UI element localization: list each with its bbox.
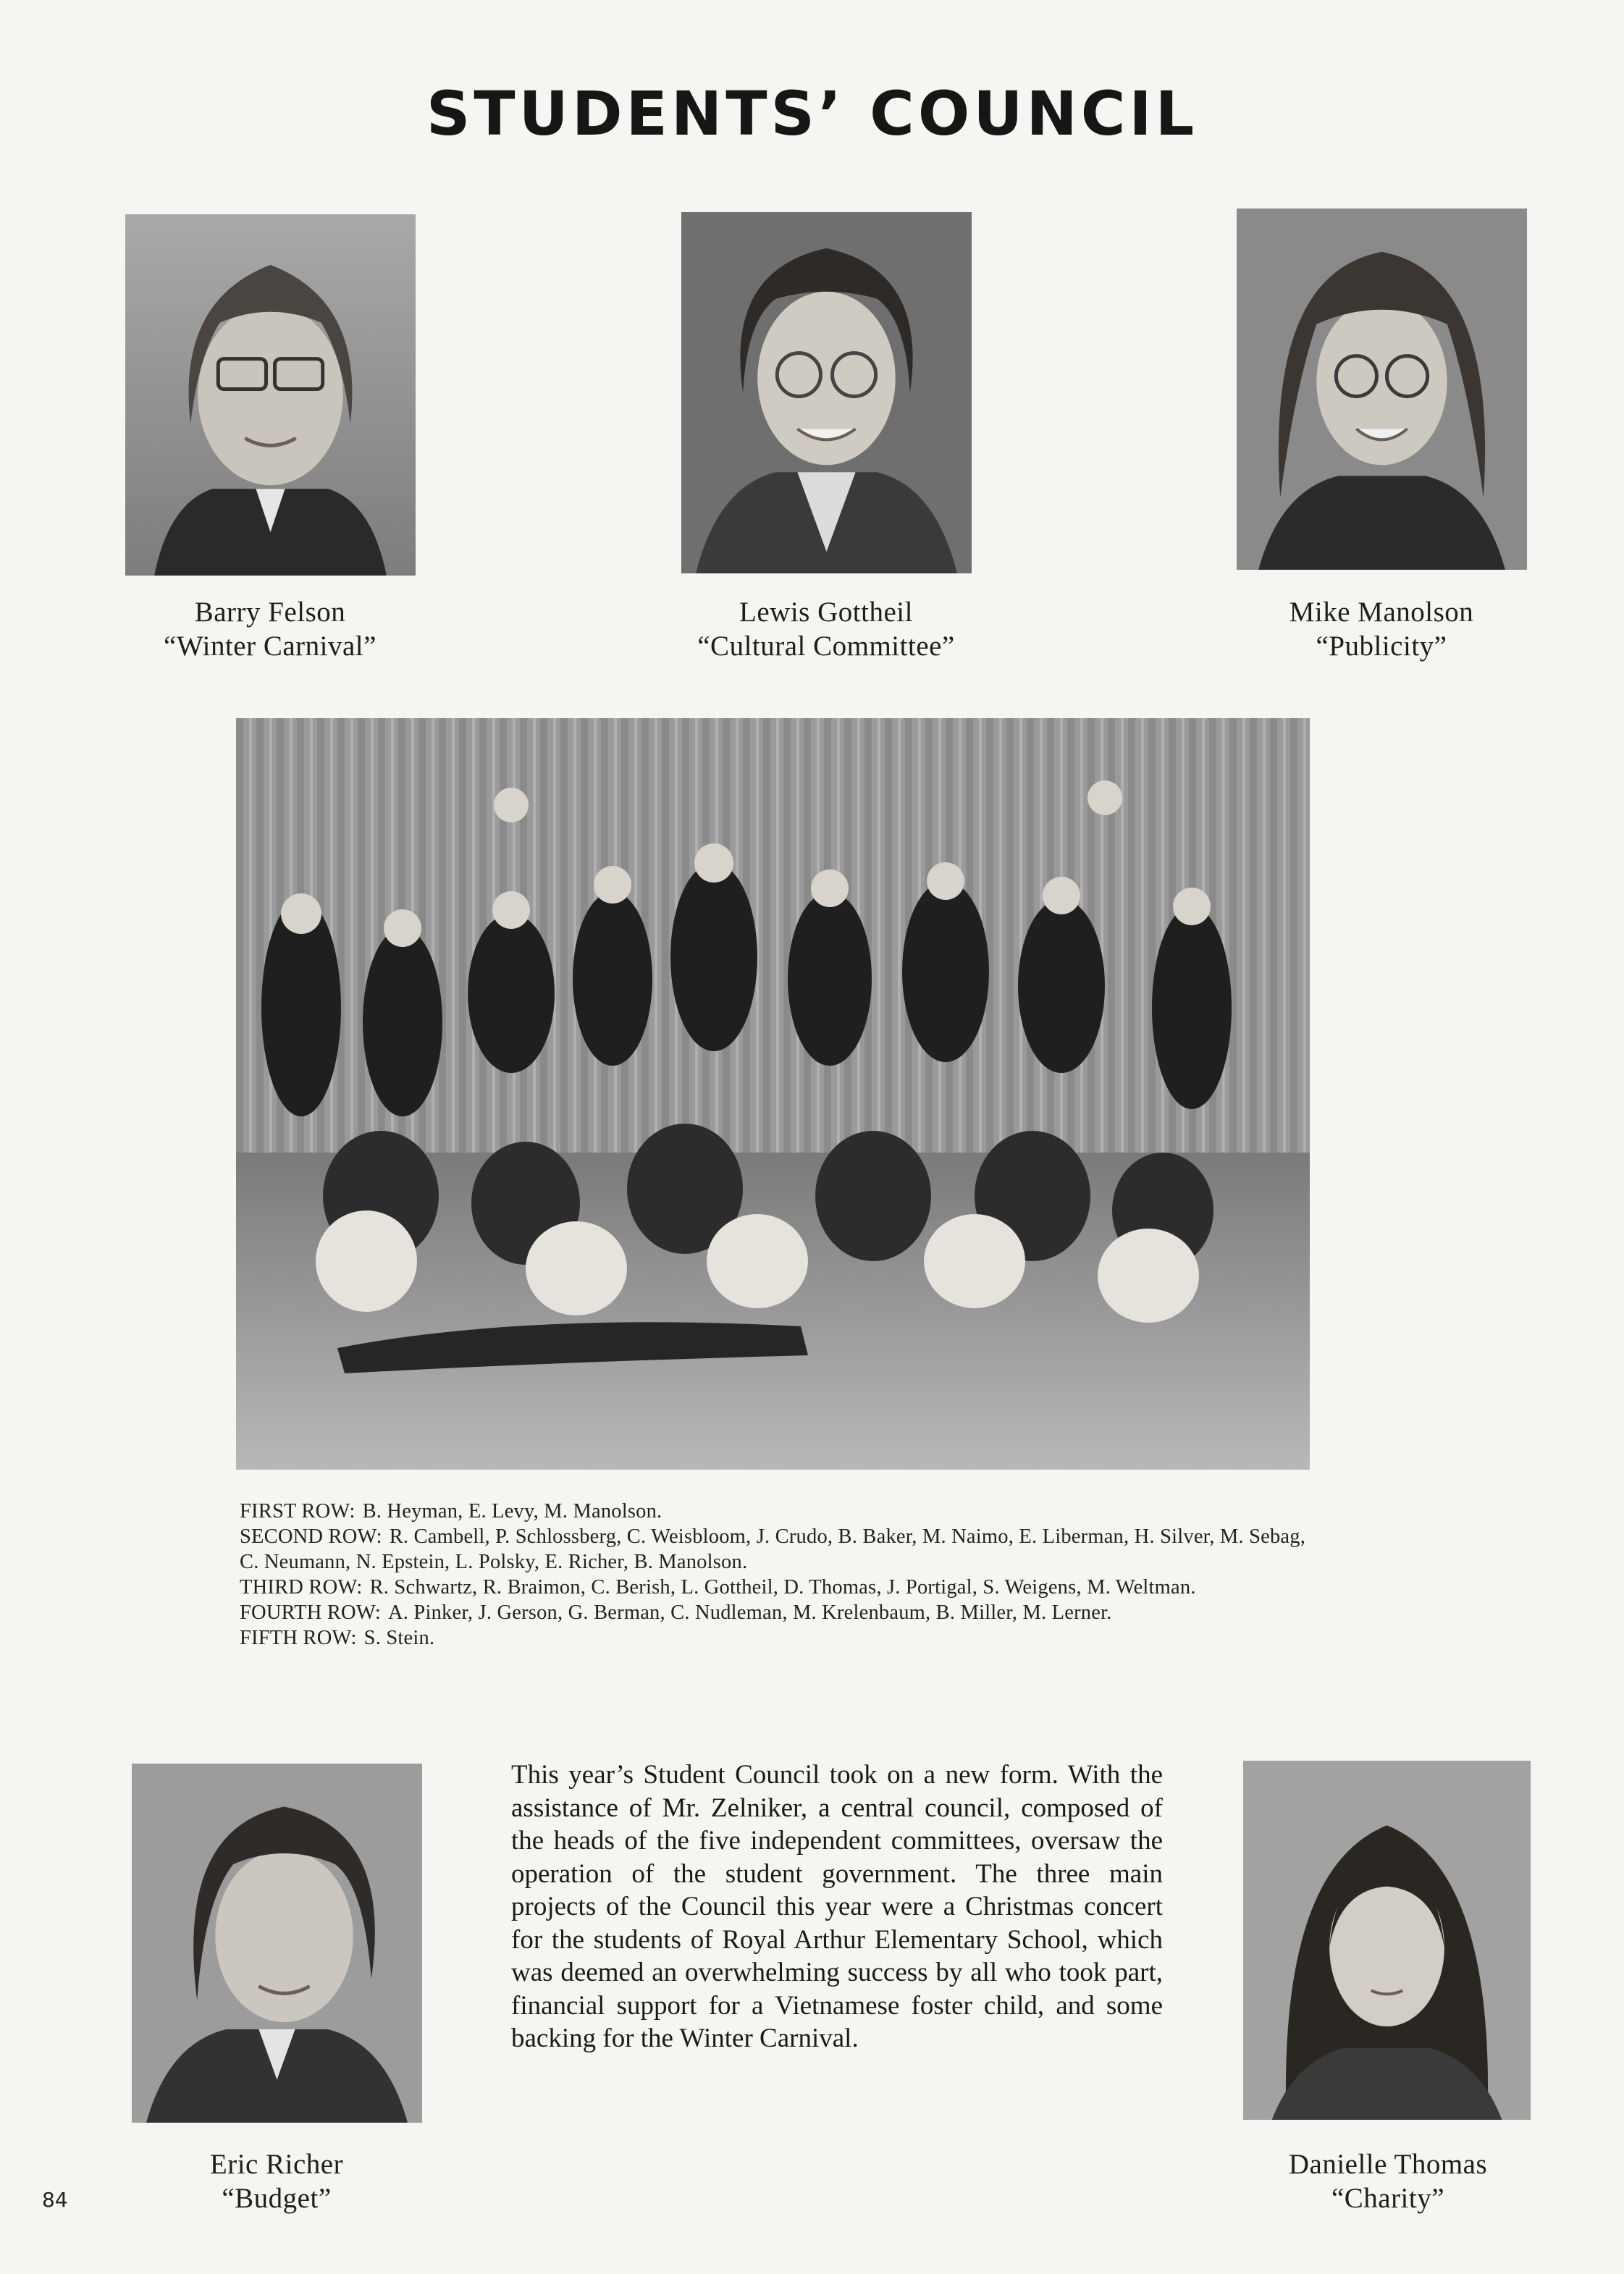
- portrait-name: Eric Richer: [209, 2149, 344, 2180]
- page-number: 84: [42, 2188, 68, 2212]
- caption-row-first: [240, 1499, 1311, 1524]
- portrait-name: Barry Felson: [194, 597, 346, 628]
- row-label: FIFTH ROW:: [240, 1627, 357, 1649]
- portrait-caption-lewis-gottheil: [645, 595, 1007, 663]
- caption-row-second: [240, 1524, 1311, 1575]
- portrait-caption-mike-manolson: [1200, 595, 1562, 663]
- portrait-caption-eric-richer: [96, 2147, 458, 2215]
- row-label: SECOND ROW:: [240, 1525, 382, 1548]
- portrait-photo-lewis-gottheil: [681, 212, 972, 573]
- portrait-name: Danielle Thomas: [1288, 2149, 1488, 2180]
- group-photo: [236, 718, 1310, 1470]
- page-title: STUDENTS’ COUNCIL: [426, 78, 1198, 149]
- portrait-name: Mike Manolson: [1289, 597, 1474, 628]
- row-names: S. Stein.: [363, 1627, 435, 1649]
- portrait-photo-eric-richer: [132, 1764, 422, 2123]
- portrait-role: “Publicity”: [1316, 631, 1447, 662]
- portrait-photo-mike-manolson: [1237, 209, 1527, 570]
- portrait-role: “Charity”: [1331, 2183, 1445, 2214]
- portrait-photo-barry-felson: [125, 214, 416, 576]
- portrait-caption-barry-felson: [89, 595, 451, 663]
- portrait-role: “Winter Carnival”: [164, 631, 376, 662]
- row-label: THIRD ROW:: [240, 1576, 363, 1599]
- portrait-name: Lewis Gottheil: [739, 597, 913, 628]
- portrait-photo-danielle-thomas: [1243, 1761, 1531, 2120]
- portrait-role: “Budget”: [222, 2183, 332, 2214]
- row-names: B. Heyman, E. Levy, M. Manolson.: [362, 1500, 662, 1523]
- council-description: This year’s Student Council took on a new form. With the assistance of Mr. Zelniker, a central council, composed of the heads of the five independent committees, oversaw the operation of the student government. The three main projects of the Council this year were a Christmas concert for the students of Royal Arthur Elementary School, which was deemed an overwhelming success by all who took part, financial support for a Vietnamese foster child, and some backing for the Winter Carnival.: [511, 1760, 1163, 2053]
- group-photo-caption: [240, 1499, 1311, 1651]
- portrait-role: “Cultural Committee”: [697, 631, 955, 662]
- portrait-caption-danielle-thomas: [1207, 2147, 1569, 2215]
- caption-row-third: [240, 1575, 1311, 1600]
- row-label: FIRST ROW:: [240, 1500, 355, 1523]
- caption-row-fifth: [240, 1625, 1311, 1651]
- row-names: R. Schwartz, R. Braimon, C. Berish, L. Gottheil, D. Thomas, J. Portigal, S. Weigens, M. Weltman.: [369, 1576, 1196, 1599]
- caption-row-fourth: [240, 1600, 1311, 1625]
- row-names: A. Pinker, J. Gerson, G. Berman, C. Nudleman, M. Krelenbaum, B. Miller, M. Lerner.: [387, 1601, 1112, 1624]
- row-names: R. Cambell, P. Schlossberg, C. Weisbloom, J. Crudo, B. Baker, M. Naimo, E. Liberman, H. Silver, M. Sebag, C. Neumann, N. Epstein, L. Polsky, E. Richer, B. Manolson.: [240, 1525, 1306, 1573]
- row-label: FOURTH ROW:: [240, 1601, 381, 1624]
